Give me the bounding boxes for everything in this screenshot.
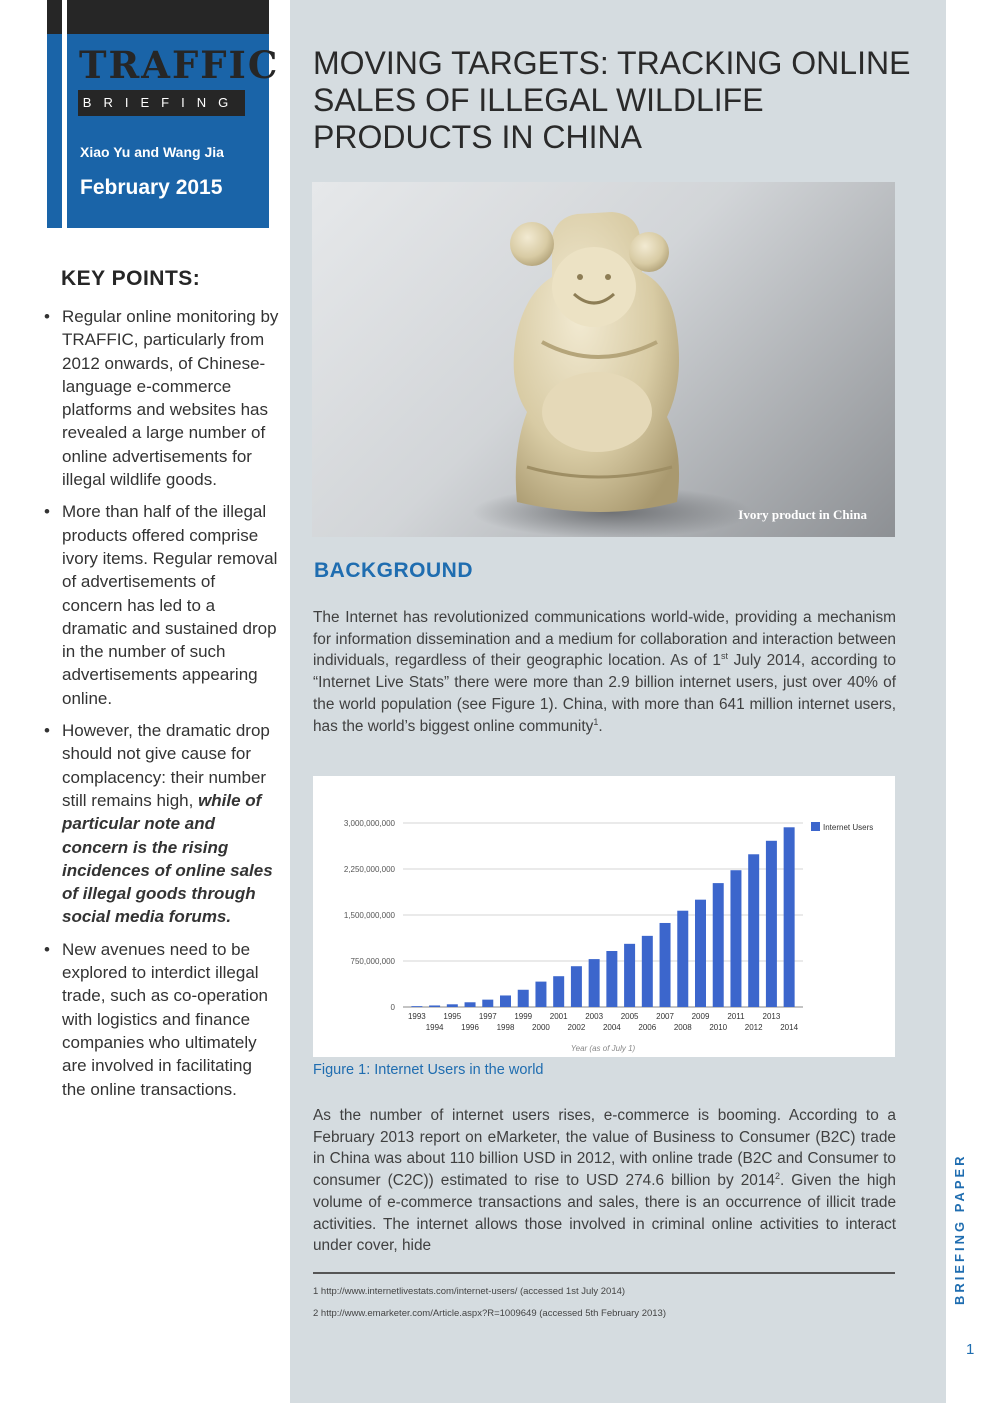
bar [766,841,777,1007]
x-tick-label: 2008 [673,1023,692,1032]
bar [784,827,795,1007]
key-point-item: • However, the dramatic drop should not give cause for complacency: their number still remains high, while of particular note and concern is the rising incidences of online sales of illegal goods through social media forums. [44,719,280,929]
key-point-emphasis: while of particular note and concern is the rising incidences of online sales of illegal goods through social media forums. [62,790,273,927]
side-label: BRIEFING PAPER [952,1153,967,1305]
bar [606,951,617,1007]
x-tick-label: 1997 [478,1012,497,1021]
x-tick-label: 2000 [532,1023,550,1032]
bar [713,883,724,1007]
ivory-figurine-image [312,182,895,537]
x-tick-label: 2004 [602,1023,621,1032]
x-tick-label: 1998 [496,1023,515,1032]
y-tick-label: 2,250,000,000 [343,865,395,874]
header-accent-line [62,0,67,228]
x-tick-label: 2001 [549,1012,568,1021]
x-tick-label: 2011 [727,1012,745,1021]
bar [553,976,564,1007]
footnote-ref: 1 [593,716,599,727]
key-points-heading: KEY POINTS: [61,267,201,290]
bar [730,870,741,1007]
y-tick-label: 3,000,000,000 [343,819,395,828]
bar [518,990,529,1007]
x-tick-label: 2002 [567,1023,586,1032]
legend-label: Internet Users [823,823,874,832]
bar [624,944,635,1007]
x-tick-label: 1995 [443,1012,462,1021]
x-axis-label: Year (as of July 1) [570,1044,636,1053]
header-top-bar [47,0,269,34]
background-paragraph-2: As the number of internet users rises, e-commerce is booming. According to a February 2013 report on eMarketer, the value of Business to Consumer (B2C) trade in China was about 110 billion USD in 2012, with online trade (B2C and Consumer to consumer (C2C)) estimated to rise to USD 274.6 billion by 2014$^2$. Given the high volume of e-commerce transactions and sales, there is an occurrence of illicit trade activities. The internet allows those involved in criminal online activities to interact under cover, hide [313,1107,896,1255]
x-tick-label: 2013 [762,1012,781,1021]
bar [429,1005,440,1007]
key-point-item: • More than half of the illegal products offered comprise ivory items. Regular removal of advertisements of concern has led to a dramatic and sustained drop in the number of such advertisements appearing online. [44,500,280,710]
legend-swatch [811,822,820,831]
bar [589,959,600,1007]
bar [411,1006,422,1007]
photo-caption: Ivory product in China [738,507,867,522]
x-tick-label: 2009 [691,1012,710,1021]
bar [642,936,653,1007]
x-tick-label: 2014 [780,1023,799,1032]
x-tick-label: 2010 [709,1023,728,1032]
x-tick-label: 2012 [744,1023,763,1032]
background-paragraph-1: The Internet has revolutionized communications world-wide, providing a mechanism for information dissemination and a medium for collaboration and interaction between individuals, regardless of their geographic location. As of 1st July 2014, according to “Internet Live Stats” there were more than 2.9 billion internet users, just over 40% of the world population (see Figure 1). China, with more than 641 million internet users, has the world’s biggest online community$^1$. [313,609,896,735]
bar [748,854,759,1007]
bar [677,911,688,1007]
y-tick-label: 0 [390,1003,395,1012]
bar [465,1002,476,1007]
x-tick-label: 2007 [656,1012,674,1021]
footnote-2: 2 http://www.emarketer.com/Article.aspx?R=1009649 (accessed 5th February 2013) [313,1308,666,1319]
internet-users-chart [313,776,895,1057]
bar [500,995,511,1007]
figure-caption: Figure 1: Internet Users in the world [313,1062,544,1078]
bar [482,1000,493,1007]
x-tick-label: 1993 [407,1012,426,1021]
document-title: MOVING TARGETS: TRACKING ONLINE SALES OF ILLEGAL WILDLIFE PRODUCTS IN CHINA [313,45,911,155]
bar [695,900,706,1007]
publication-date: February 2015 [80,176,223,199]
x-tick-label: 2003 [585,1012,604,1021]
ivory-photo [312,182,895,537]
y-tick-label: 1,500,000,000 [343,911,395,920]
x-tick-label: 2005 [620,1012,639,1021]
chart-svg [313,776,895,1057]
key-point-item: • New avenues need to be explored to interdict illegal trade, such as co-operation with logistics and finance companies who ultimately are involved in facilitating the online transactions. [44,938,280,1101]
bar [660,923,671,1007]
key-points-list [44,305,280,1110]
y-tick-label: 750,000,000 [350,957,395,966]
page-number: 1 [966,1341,975,1358]
footnote-divider [313,1272,895,1274]
bar [535,982,546,1007]
footnote-1: 1 http://www.internetlivestats.com/internet-users/ (accessed 1st July 2014) [313,1286,626,1297]
bar [571,966,582,1007]
traffic-logo: TRAFFIC [79,43,280,87]
authors: Xiao Yu and Wang Jia [80,144,224,160]
x-tick-label: 1994 [425,1023,444,1032]
x-tick-label: 1996 [461,1023,479,1032]
bar [447,1004,458,1007]
key-point-item: • Regular online monitoring by TRAFFIC, particularly from 2012 onwards, of Chinese-language e-commerce platforms and websites has revealed a large number of online advertisements for illegal wildlife goods. [44,305,280,491]
footnote-ref: 2 [774,1170,780,1181]
briefing-label: BRIEFING [78,90,245,116]
x-tick-label: 2006 [638,1023,657,1032]
background-heading: BACKGROUND [314,559,473,582]
header-box [47,34,280,228]
x-tick-label: 1999 [514,1012,533,1021]
